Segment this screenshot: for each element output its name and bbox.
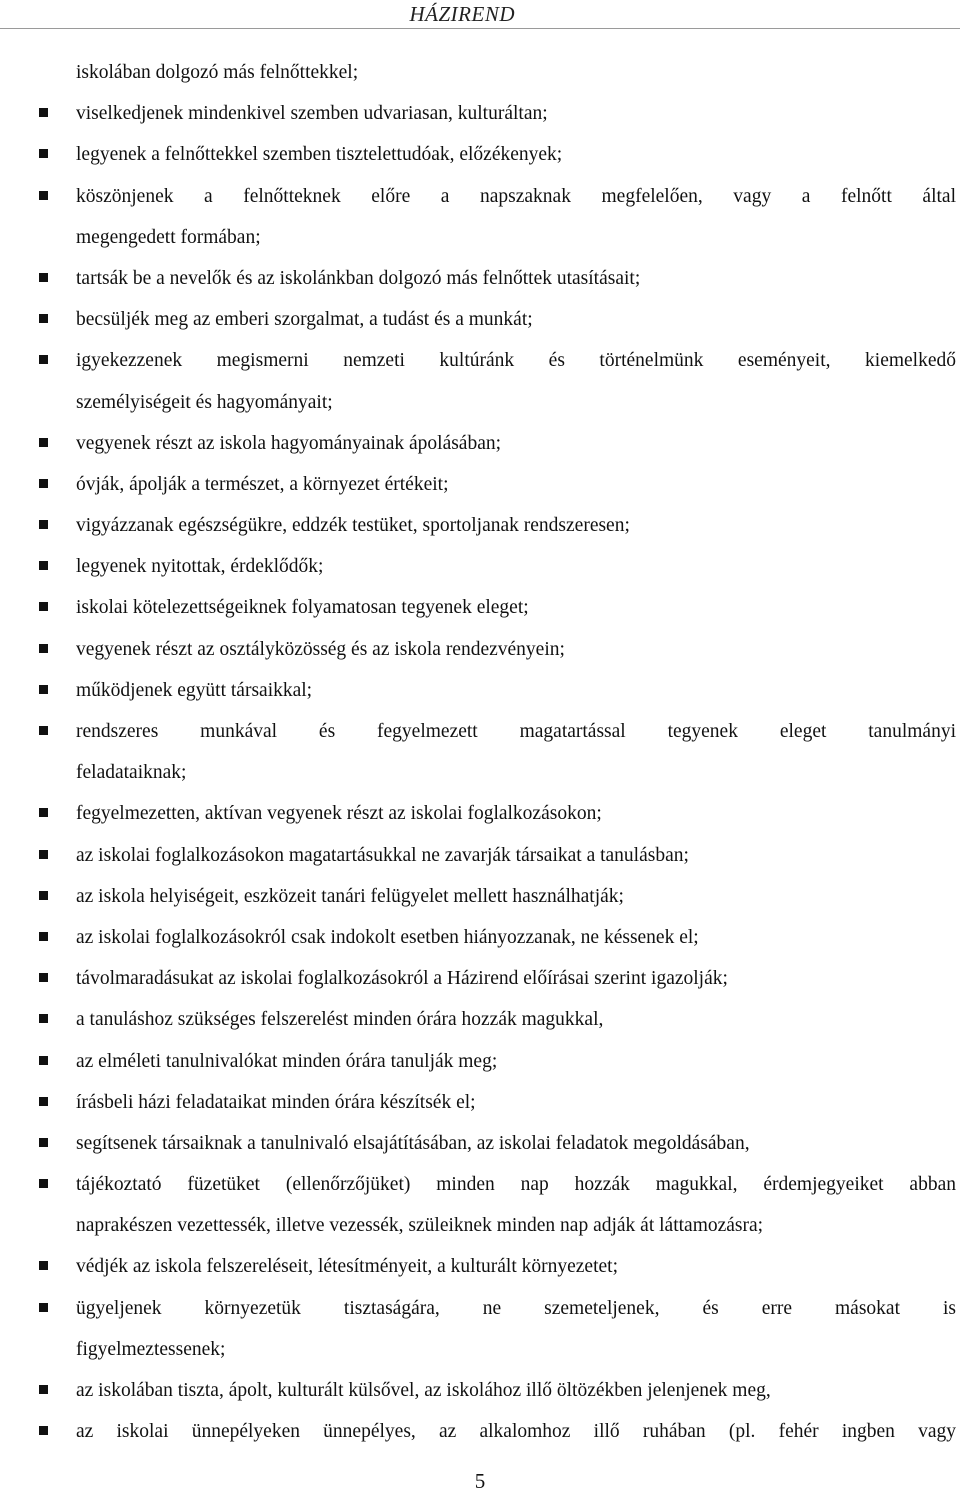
list-item bbox=[0, 917, 960, 958]
page-number: 5 bbox=[474, 1469, 486, 1493]
list-item-continuation bbox=[0, 1329, 960, 1370]
header-title: HÁZIREND bbox=[409, 2, 515, 26]
list-item-text: megengedett formában; bbox=[76, 226, 261, 248]
list-item-text: viselkedjenek mindenkivel szemben udvariasan, kulturáltan; bbox=[76, 103, 548, 125]
list-item-text: iskolai kötelezettségeiknek folyamatosan tegyenek eleget; bbox=[76, 597, 529, 619]
list-item-text: az elméleti tanulnivalókat minden órára tanulják meg; bbox=[76, 1050, 498, 1072]
list-item-text: az iskolai foglalkozásokról csak indokolt esetben hiányozzanak, ne késsenek el; bbox=[76, 926, 699, 948]
list-item-text: az iskolai ünnepélyeken ünnepélyes, az alkalomhoz illő ruhában (pl. fehér ingben vagy bbox=[76, 1421, 956, 1443]
list-item-text: írásbeli házi feladataikat minden órára készítsék el; bbox=[76, 1091, 476, 1113]
list-item bbox=[0, 1123, 960, 1164]
list-item-text: vegyenek részt az osztályközösség és az iskola rendezvényein; bbox=[76, 638, 565, 660]
list-item bbox=[0, 299, 960, 340]
list-item-text: köszönjenek a felnőtteknek előre a napszaknak megfelelően, vagy a felnőtt által bbox=[76, 185, 956, 207]
list-item-text: távolmaradásukat az iskolai foglalkozásokról a Házirend előírásai szerint igazolják; bbox=[76, 968, 728, 990]
list-item-text: óvják, ápolják a természet, a környezet értékeit; bbox=[76, 473, 449, 495]
list-item bbox=[0, 1246, 960, 1287]
list-item-text: az iskola helyiségeit, eszközeit tanári felügyelet mellett használhatják; bbox=[76, 885, 624, 907]
list-item bbox=[0, 340, 960, 381]
square-bullet-icon bbox=[39, 1179, 48, 1188]
list-item bbox=[0, 1411, 960, 1452]
list-item-text: ügyeljenek környezetük tisztaságára, ne szemeteljenek, és erre másokat is bbox=[76, 1297, 956, 1319]
list-item-text: vigyázzanak egészségükre, eddzék testüket, sportoljanak rendszeresen; bbox=[76, 515, 630, 537]
page-header bbox=[0, 2, 960, 29]
list-item-text: a tanuláshoz szükséges felszerelést minden órára hozzák magukkal, bbox=[76, 1009, 604, 1031]
list-item-text: személyiségeit és hagyományait; bbox=[76, 391, 333, 413]
list-item-text: az iskolában tiszta, ápolt, kulturált külsővel, az iskolához illő öltözékben jelenjenek meg, bbox=[76, 1380, 771, 1401]
list-item bbox=[0, 546, 960, 587]
square-bullet-icon bbox=[39, 726, 48, 735]
list-item bbox=[0, 1370, 960, 1411]
list-item bbox=[0, 505, 960, 546]
list-item bbox=[0, 629, 960, 670]
square-bullet-icon bbox=[39, 479, 48, 488]
list-item-text: segítsenek társaiknak a tanulnivaló elsajátításában, az iskolai feladatok megoldásában, bbox=[76, 1132, 750, 1154]
square-bullet-icon bbox=[39, 1097, 48, 1106]
square-bullet-icon bbox=[39, 1056, 48, 1065]
list-item-continuation bbox=[0, 52, 960, 93]
square-bullet-icon bbox=[39, 850, 48, 859]
list-item-text: legyenek nyitottak, érdeklődők; bbox=[76, 556, 324, 578]
list-item-text: tájékoztató füzetüket (ellenőrzőjüket) minden nap hozzák magukkal, érdemjegyeiket abban bbox=[76, 1174, 956, 1196]
square-bullet-icon bbox=[39, 273, 48, 282]
square-bullet-icon bbox=[39, 438, 48, 447]
list-item-continuation bbox=[0, 217, 960, 258]
list-item bbox=[0, 876, 960, 917]
list-item bbox=[0, 134, 960, 175]
square-bullet-icon bbox=[39, 191, 48, 200]
square-bullet-icon bbox=[39, 1138, 48, 1147]
square-bullet-icon bbox=[39, 355, 48, 364]
list-item-text: iskolában dolgozó más felnőttekkel; bbox=[76, 62, 359, 83]
list-item bbox=[0, 464, 960, 505]
square-bullet-icon bbox=[39, 561, 48, 570]
list-item bbox=[0, 423, 960, 464]
square-bullet-icon bbox=[39, 602, 48, 611]
list-item-text: az iskolai foglalkozásokon magatartásukkal ne zavarják társaikat a tanulásban; bbox=[76, 844, 689, 866]
square-bullet-icon bbox=[39, 520, 48, 529]
list-item bbox=[0, 835, 960, 876]
square-bullet-icon bbox=[39, 808, 48, 817]
square-bullet-icon bbox=[39, 1014, 48, 1023]
square-bullet-icon bbox=[39, 1385, 48, 1394]
list-item-text: naprakészen vezettessék, illetve vezessék, szüleiknek minden nap adják át láttamozásra; bbox=[76, 1215, 764, 1237]
document-body bbox=[0, 52, 960, 1452]
list-item-text: vegyenek részt az iskola hagyományainak ápolásában; bbox=[76, 432, 502, 454]
list-item bbox=[0, 587, 960, 628]
list-item-text: rendszeres munkával és fegyelmezett magatartással tegyenek eleget tanulmányi bbox=[76, 721, 956, 742]
square-bullet-icon bbox=[39, 1303, 48, 1312]
square-bullet-icon bbox=[39, 1426, 48, 1435]
list-item bbox=[0, 958, 960, 999]
square-bullet-icon bbox=[39, 314, 48, 323]
list-item bbox=[0, 258, 960, 299]
list-item bbox=[0, 1082, 960, 1123]
list-item-text: védjék az iskola felszereléseit, létesítményeit, a kulturált környezetet; bbox=[76, 1256, 618, 1278]
list-item-text: igyekezzenek megismerni nemzeti kultúránk és történelmünk eseményeit, kiemelkedő bbox=[76, 350, 956, 372]
square-bullet-icon bbox=[39, 973, 48, 982]
list-item-text: figyelmeztessenek; bbox=[76, 1338, 226, 1360]
list-item bbox=[0, 1041, 960, 1082]
square-bullet-icon bbox=[39, 149, 48, 158]
list-item-continuation bbox=[0, 382, 960, 423]
square-bullet-icon bbox=[39, 1261, 48, 1270]
list-item bbox=[0, 93, 960, 134]
list-item-text: fegyelmezetten, aktívan vegyenek részt az iskolai foglalkozásokon; bbox=[76, 803, 602, 825]
list-item-text: működjenek együtt társaikkal; bbox=[76, 679, 313, 701]
list-item-text: becsüljék meg az emberi szorgalmat, a tudást és a munkát; bbox=[76, 309, 533, 331]
square-bullet-icon bbox=[39, 108, 48, 117]
list-item-continuation bbox=[0, 1205, 960, 1246]
list-item bbox=[0, 711, 960, 752]
list-item-continuation bbox=[0, 752, 960, 793]
list-item bbox=[0, 176, 960, 217]
list-item bbox=[0, 1164, 960, 1205]
list-item bbox=[0, 1288, 960, 1329]
square-bullet-icon bbox=[39, 932, 48, 941]
list-item-text: legyenek a felnőttekkel szemben tisztelettudóak, előzékenyek; bbox=[76, 144, 563, 166]
square-bullet-icon bbox=[39, 891, 48, 900]
list-item bbox=[0, 999, 960, 1040]
list-item bbox=[0, 793, 960, 834]
list-item bbox=[0, 670, 960, 711]
list-item-text: feladataiknak; bbox=[76, 762, 187, 784]
square-bullet-icon bbox=[39, 685, 48, 694]
square-bullet-icon bbox=[39, 644, 48, 653]
list-item-text: tartsák be a nevelők és az iskolánkban dolgozó más felnőttek utasításait; bbox=[76, 267, 641, 289]
